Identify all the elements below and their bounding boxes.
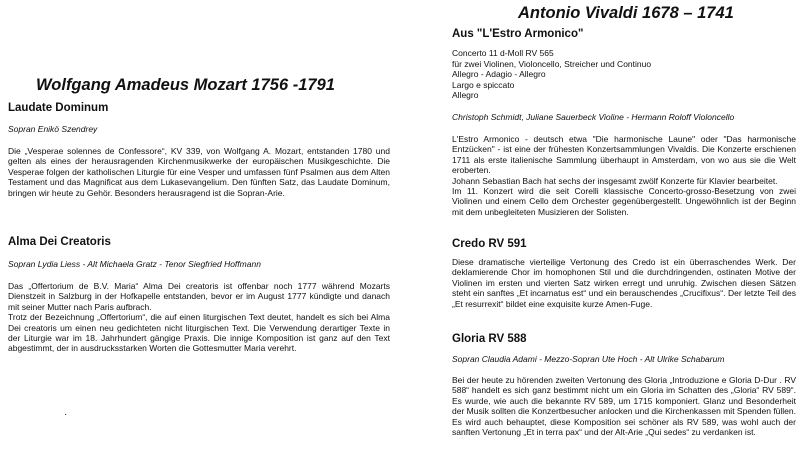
credo-heading: Credo RV 591 xyxy=(452,238,527,250)
gloria-performers: Sopran Claudia Adami - Mezzo-Sopran Ute Hoch - Alt Ulrike Schabarum xyxy=(452,354,725,364)
mozart-title: Wolfgang Amadeus Mozart 1756 -1791 xyxy=(36,76,335,94)
alma-heading: Alma Dei Creatoris xyxy=(8,236,111,248)
credo-text: Diese dramatische vierteilige Vertonung des Credo ist ein überraschendes Werk. Der deklamierende Chor im homophonen Stil und die durchdringenden, ostinaten Motive der Violinen im ersten und vierten Satz wirken erregt und unruhig. Zwischen diesen Sätzen steht ein sanftes „Et incarnatus est“ und ein berauschendes „Crucifixus“. Der letzte Teil des „Et resurrexit“ bildet eine exquisite kurze Amen-Fuge. xyxy=(452,257,796,309)
alma-performers: Sopran Lydia Liess - Alt Michaela Gratz - Tenor Siegfried Hoffmann xyxy=(8,259,261,269)
credo-text-block xyxy=(452,257,796,309)
alma-performers-block xyxy=(8,259,390,269)
decorative-dot: · xyxy=(64,409,68,420)
alma-section xyxy=(8,236,390,248)
gloria-performers-block xyxy=(452,354,796,364)
alma-text-2: Trotz der Bezeichnung „Offertorium“, die auf einen liturgischen Text deutet, handelt es sich bei Alma Dei creatoris um einen neu gedichteten nicht liturgischen Text. Die Verwendung derartiger Texte in der Liturgie war im 18. Jahrhundert gängige Praxis. Die innige Komposition ist ganz auf den Text abgestimmt, der in ausdrucksstarken Worten die Gottesmutter Maria verehrt. xyxy=(8,312,390,354)
alma-text-block xyxy=(8,281,390,354)
gloria-heading: Gloria RV 588 xyxy=(452,333,527,345)
estro-text-block xyxy=(452,134,796,217)
estro-work-line: Largo e spiccato xyxy=(452,79,515,90)
estro-text-2: Johann Sebastian Bach hat sechs der insgesamt zwölf Konzerte für Klavier bearbeitet. xyxy=(452,175,778,186)
alma-text-1: Das „Offertorium de B.V. Maria“ Alma Dei creatoris ist offenbar noch 1777 während Mozarts Dienstzeit in Salzburg in der Hofkapelle entstanden, bevor er im August 1777 kündigte und danach mit seiner Mutter nach Paris aufbrach. xyxy=(8,281,390,312)
gloria-text: Bei der heute zu hörenden zweiten Vertonung des Gloria „Introduzione e Gloria D-Dur . RV 588“ handelt es sich ganz bestimmt nicht um ein Gloria im Schatten des „Gloria“ RV 589“. Es wurde, wie auch die bekannte RV 589, um 1715 komponiert. Glanz und Besonderheit der Musik sollten die Konzertbesucher anlocken und die Kirchenkassen mit Spenden füllen. Es wird auch behauptet, diese Komposition sei schöner als RV 589, was wohl auch der sanften Vertonung „Et in terra pax“ und der Alt-Arie „Qui sedes“ zu verdanken ist. xyxy=(452,375,796,438)
estro-text-3: Im 11. Konzert wird die seit Corelli klassische Concerto-grosso-Besetzung von zwei Violinen und einem Cello dem Orchester gegenübergestellt. Ungewöhnlich ist der Beginn mit dem unbegleiteten Musizieren der Solisten. xyxy=(452,186,796,217)
estro-work-list xyxy=(452,48,796,101)
laudate-text-block xyxy=(8,146,390,198)
estro-heading: Aus "L'Estro Armonico" xyxy=(452,28,584,40)
laudate-text: Die „Vesperae solennes de Confessore“, KV 339, von Wolfgang A. Mozart, entstanden 1780 und gelten als eines der herausragenden Kirchenmusikwerke der europäischen Musikgeschichte. Die Vesperae folgen der katholischen Liturgie für eine Vesper und umfassen fünf Psalmen aus dem Alten Testament und das Magnificat aus dem Lukasevangelium. Den fünften Satz, das Laudate Dominum, bringen wir heute zu Gehör. Besonders herausragend ist die Sopran-Arie. xyxy=(8,146,390,198)
estro-text-1: L'Estro Armonico - deutsch etwa "Die harmonische Laune" oder "Das harmonische Entzücken" - ist eine der frühesten Konzertsammlungen Vivaldis. Die Konzerte erschienen 1711 als erste italienische Sammlung überhaupt in Amsterdam, von wo aus sie die Welt eroberten. xyxy=(452,134,796,176)
laudate-performers: Sopran Enikö Szendrey xyxy=(8,124,98,134)
laudate-performers-block xyxy=(8,124,390,134)
gloria-section xyxy=(452,333,796,345)
credo-section xyxy=(452,238,796,250)
estro-performers: Christoph Schmidt, Juliane Sauerbeck Violine - Hermann Roloff Violoncello xyxy=(452,112,735,122)
estro-work-line: für zwei Violinen, Violoncello, Streicher und Continuo xyxy=(452,58,652,69)
laudate-section xyxy=(8,102,390,114)
estro-work-line: Allegro xyxy=(452,90,479,101)
estro-work-line: Concerto 11 d-Moll RV 565 xyxy=(452,48,554,58)
vivaldi-title: Antonio Vivaldi 1678 – 1741 xyxy=(518,4,734,22)
estro-section xyxy=(452,28,796,40)
estro-work-line: Allegro - Adagio - Allegro xyxy=(452,69,546,80)
gloria-text-block xyxy=(452,375,796,437)
estro-performers-block xyxy=(452,112,796,122)
laudate-heading: Laudate Dominum xyxy=(8,102,109,114)
